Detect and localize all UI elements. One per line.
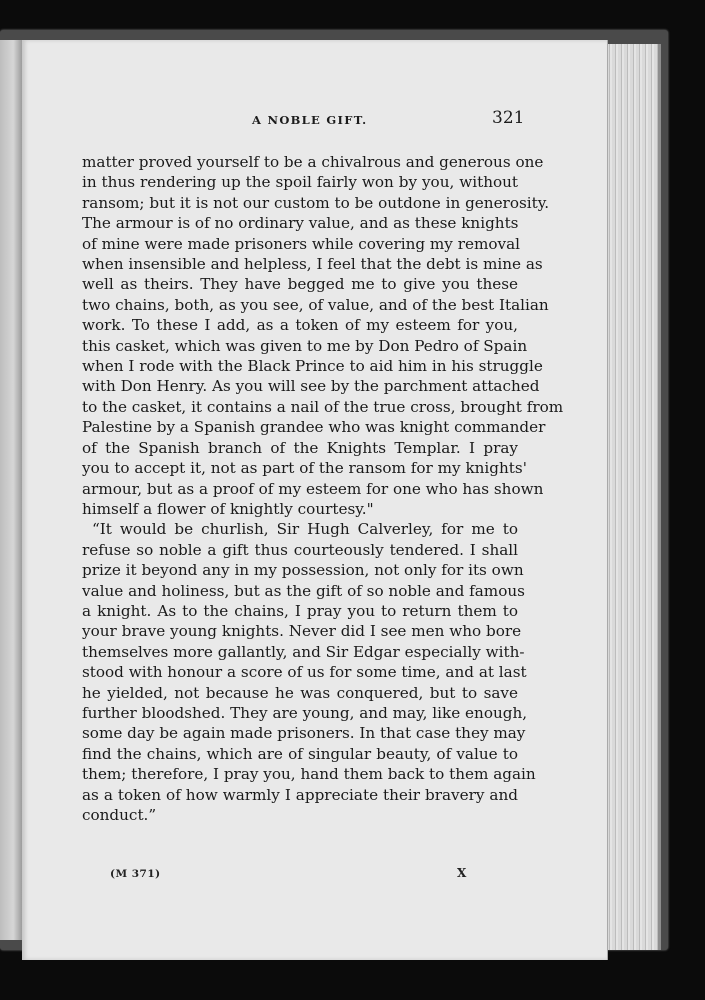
left-page-edge bbox=[0, 40, 22, 940]
text-line: himself a flower of knightly courtesy." bbox=[82, 499, 374, 518]
text-line: of the Spanish branch of the Knights Templar. I pray bbox=[82, 438, 518, 457]
text-line: he yielded, not because he was conquered, but to save bbox=[82, 683, 518, 702]
text-line: of mine were made prisoners while covering my removal bbox=[82, 234, 521, 253]
text-line: them; therefore, I pray you, hand them back to them again bbox=[82, 765, 536, 784]
text-line: matter proved yourself to be a chivalrous and generous one bbox=[82, 153, 544, 171]
text-line: conduct.” bbox=[82, 806, 157, 824]
signature-mark: (M 371) bbox=[110, 868, 161, 880]
page-stack-edge bbox=[600, 44, 661, 950]
text-line: some day be again made prisoners. In that case they may bbox=[82, 724, 526, 743]
book-page bbox=[22, 40, 608, 960]
text-line: with Don Henry. As you will see by the parchment attached bbox=[82, 377, 540, 396]
text-line: as a token of how warmly I appreciate their bravery and bbox=[82, 785, 518, 804]
text-line: themselves more gallantly, and Sir Edgar especially with- bbox=[82, 642, 525, 661]
text-line: when insensible and helpless, I feel that the debt is mine as bbox=[82, 255, 543, 274]
text-line: your brave young knights. Never did I see men who bore bbox=[82, 622, 522, 641]
text-line: further bloodshed. They are young, and may, like enough, bbox=[82, 703, 528, 722]
signature-letter: X bbox=[457, 866, 467, 880]
body-text bbox=[82, 152, 564, 825]
text-line: work. To these I add, as a token of my esteem for you, bbox=[82, 316, 518, 335]
running-head-title: A NOBLE GIFT. bbox=[252, 113, 368, 127]
text-line: to the casket, it contains a nail of the true cross, brought from bbox=[82, 397, 564, 416]
text-line: when I rode with the Black Prince to aid him in his struggle bbox=[82, 357, 543, 376]
text-line: Palestine by a Spanish grandee who was knight commander bbox=[82, 418, 546, 437]
text-line: refuse so noble a gift thus courteously tendered. I shall bbox=[82, 540, 518, 559]
text-line: armour, but as a proof of my esteem for one who has shown bbox=[82, 479, 544, 498]
text-line: in thus rendering up the spoil fairly won by you, without bbox=[82, 173, 518, 192]
text-line: well as theirs. They have begged me to give you these bbox=[82, 275, 518, 294]
text-line: a knight. As to the chains, I pray you to return them to bbox=[82, 601, 518, 620]
text-line: “It would be churlish, Sir Hugh Calverley, for me to bbox=[92, 520, 518, 539]
text-line: find the chains, which are of singular beauty, of value to bbox=[82, 744, 518, 763]
text-line: this casket, which was given to me by Don Pedro of Spain bbox=[82, 336, 528, 355]
text-line: stood with honour a score of us for some time, and at last bbox=[82, 663, 527, 682]
text-line: you to accept it, not as part of the ransom for my knights' bbox=[82, 459, 527, 478]
text-line: ransom; but it is not our custom to be outdone in generosity. bbox=[82, 193, 550, 212]
text-line: two chains, both, as you see, of value, and of the best Italian bbox=[82, 295, 549, 314]
text-line: prize it beyond any in my possession, not only for its own bbox=[82, 561, 524, 580]
page-number: 321 bbox=[492, 108, 525, 128]
text-line: value and holiness, but as the gift of so noble and famous bbox=[82, 581, 525, 600]
text-line: The armour is of no ordinary value, and as these knights bbox=[82, 214, 519, 233]
